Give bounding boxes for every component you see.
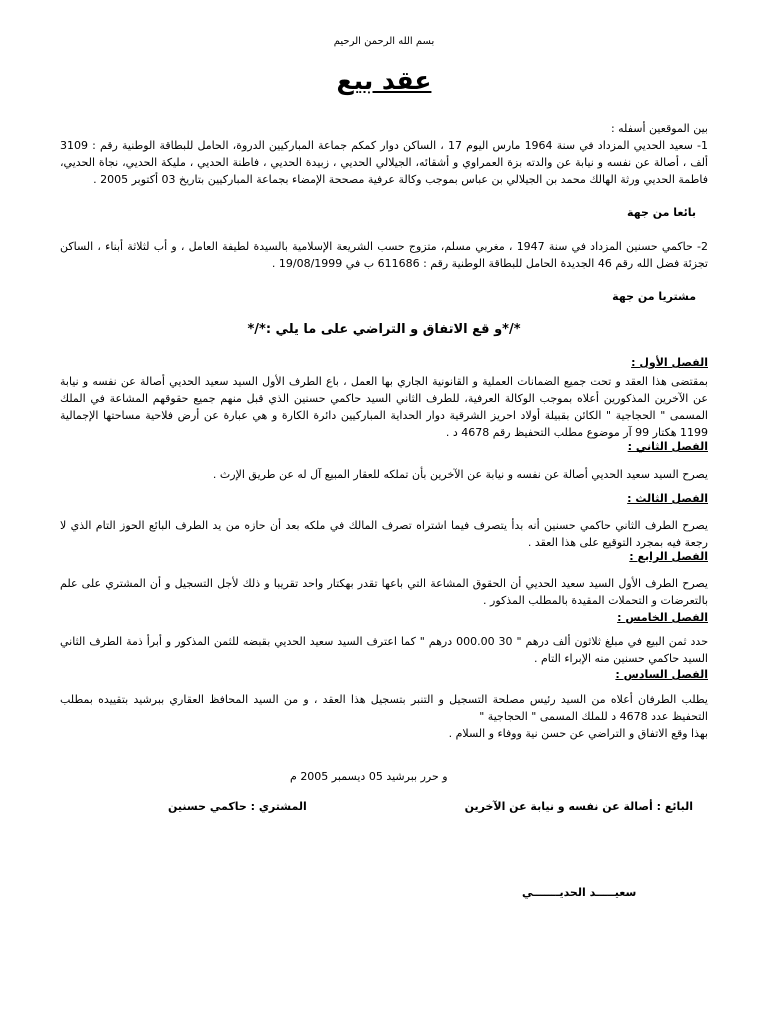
agreement-heading: */*و قع الاتفاق و التراضي على ما يلي :*/* [247, 322, 521, 337]
section-3-heading: الفصل الثالث : [627, 492, 708, 505]
section-2-heading: الفصل الثاني : [627, 440, 708, 453]
section-5-text: حدد ثمن البيع في مبلغ ثلاثون ألف درهم " 30 000.00 درهم " كما اعترف السيد سعيد الحديي بقبضه للثمن المذكور و أبرأ ذمة الطرف الثاني السيد حاكمي حسنين منه الإبراء التام . [60, 635, 709, 665]
section-6-heading: الفصل السادس : [615, 668, 708, 681]
date-line: و حرر ببرشيد 05 ديسمبر 2005 م [290, 770, 448, 783]
section-3-text: يصرح الطرف الثاني حاكمي حسنين أنه بدأ يتصرف فيما اشتراه تصرف المالك في ملكه بعد أن حازه من يد الطرف البائع الحوز التام الذي لا رجعة فيه بمجرد التوقيع على هذا العقد . [60, 519, 708, 549]
intro-line: بين الموقعين أسفله : [610, 122, 708, 135]
section-4-text: يصرح الطرف الأول السيد سعيد الحديي أن الحقوق المشاعة التي باعها تقدر بهكتار واحد تقريبا و ذلك لأجل التسجيل و أن المشتري على علم بالتعرضات و التحملات المقيدة بالمطلب المذكور . [60, 577, 708, 607]
section-1-heading: الفصل الأول : [631, 356, 708, 369]
seller-signature-name: سعيـــــد الحديـــــــي [522, 886, 637, 899]
party-two-paragraph: 2- حاكمي حسنين المزداد في سنة 1947 ، مغربي مسلم، متزوج حسب الشريعة الإسلامية بالسيدة لطيفة العامل ، و أب لثلاثة أبناء ، الساكن تجزئة فضل الله رقم 46 الجديدة الحامل للبطاقة الوطنية رقم : 611686 ب في 19/08/1999 . [60, 240, 708, 270]
section-2-text: يصرح السيد سعيد الحديي أصالة عن نفسه و نيابة عن الآخرين بأن تملكه للعقار المبيع آل له عن طريق الإرث . [212, 468, 708, 481]
seller-signature-label: البائع : أصالة عن نفسه و نيابة عن الآخرين [464, 800, 693, 813]
section-4-heading: الفصل الرابع : [629, 550, 708, 563]
buyer-signature-label: المشتري : حاكمي حسنين [168, 800, 307, 813]
section-1-text: بمقتضى هذا العقد و تحت جميع الضمانات العملية و القانونية الجاري بها العمل ، باع الطرف الأول السيد سعيد الحديي أصالة عن نفسه و نيابة عن الآخرين المذكورين أعلاه بموجب الوكالة العرفية، للطرف الثاني السيد حاكمي حسنين الذي قبل منهم جميع حقوقهم المشاعة في الملك المسمى " الحجاجية " الكائن بقبيلة أولاد احريز الشرقية دوار الحداية المباركيين دائرة الكارة و هي عبارة عن أرض فلاحية مساحتها الإجمالية 1199 هكتار 99 آر موضوع مطلب التحفيظ رقم 4678 د . [60, 375, 708, 439]
closing-line: بهذا وقع الاتفاق و التراضي عن حسن نية ووفاء و السلام . [448, 727, 708, 740]
page-title: عقد بيع [336, 66, 432, 95]
party-one-paragraph: 1- سعيد الحديي المزداد في سنة 1964 مارس اليوم 17 ، الساكن دوار كمكم جماعة المباركيين الدروة، الحامل للبطاقة الوطنية رقم : 3109 ألف ، أصالة عن نفسه و نيابة عن والدته بزة العمراوي و أشقائه، الجيلالي الحديي ، زبيدة الحديي ، فاطنة الحديي ، مليكة الحديي، نجاة الحديي، فاطمة الحديي ورثة الهالك محمد بن الجيلالي بن عباس بموجب وكالة عرفية مصححة الإمضاء بجماعة المباركيين بتاريخ 03 أكتوبر 2005 . [60, 139, 708, 186]
basmala: بسم الله الرحمن الرحيم [333, 36, 435, 47]
section-6-text: يطلب الطرفان أعلاه من السيد رئيس مصلحة التسجيل و التنبر بتسجيل هذا العقد ، و من السيد المحافظ العقاري ببرشيد بتقييده بمطلب التحفيظ عدد 4678 د للملك المسمى " الحجاجية " [60, 693, 708, 723]
seller-label: بائعا من جهة [627, 206, 696, 219]
buyer-label: مشتريا من جهة [612, 290, 696, 303]
section-5-heading: الفصل الخامس : [617, 611, 708, 624]
